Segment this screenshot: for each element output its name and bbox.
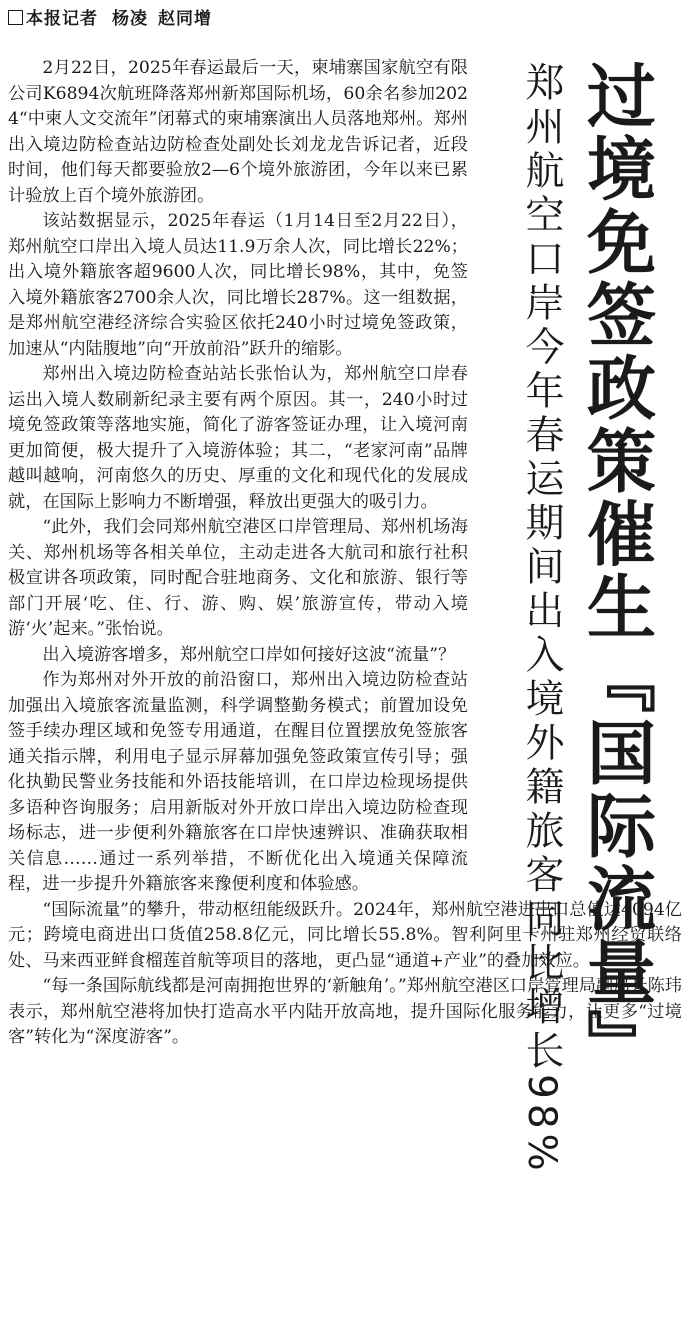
byline-author-1: 杨凌 <box>112 9 148 29</box>
byline-marker: 本报记者 <box>26 9 98 29</box>
main-headline: 过境免签政策催生『国际流量』 <box>575 60 655 1082</box>
paragraph-7: “国际流量”的攀升，带动枢纽能级跃升。2024年，郑州航空港进出口总值达4094亿元；跨境电商进出口货值258.8亿元，同比增长55.8%。智利阿里卡州驻郑州经贸联络处、马来西亚鲜食榴莲首航等项目的落地，更凸显“通道+产业”的叠加效应。 <box>8 899 682 971</box>
paragraph-6: 作为郑州对外开放的前沿窗口，郑州出入境边防检查站加强出入境旅客流量监测，科学调整勤务模式；前置加设免签手续办理区域和免签专用通道，在醒目位置摆放免签旅客通关指示牌，利用电子显示屏幕加强免签政策宣传引导；强化执勤民警业务技能和外语技能培训，在口岸边检现场提供多语种咨询服务；启用新版对外开放口岸出入境边防检查现场标志，进一步便利外籍旅客在口岸快速辨识、准确获取相关信息……通过一系列举措，不断优化出入境通关保障流程，进一步提升外籍旅客来豫便利度和体验感。 <box>8 670 468 894</box>
paragraph-4: “此外，我们会同郑州航空港区口岸管理局、郑州机场海关、郑州机场等各相关单位，主动走进各大航司和旅行社积极宣讲各项政策，同时配合驻地商务、文化和旅游、银行等部门开展‘吃、住、行、游、购、娱’旅游宣传，带动入境游‘火’起来。”张怡说。 <box>8 517 468 639</box>
sub-headline: 郑州航空口岸今年春运期间出入境外籍旅客同比增长98% <box>519 62 564 1176</box>
byline-box-icon <box>8 10 23 25</box>
paragraph-8: “每一条国际航线都是河南拥抱世界的‘新触角’。”郑州航空港区口岸管理局副局长陈玮表示，郑州航空港将加快打造高水平内陆开放高地，提升国际化服务能力，让更多“过境客”转化为“深度游客”。 <box>8 976 682 1047</box>
article-body <box>8 56 682 1051</box>
byline <box>8 4 212 29</box>
paragraph-5: 出入境游客增多，郑州航空口岸如何接好这波“流量”？ <box>42 644 456 665</box>
byline-author-2: 赵同增 <box>158 9 212 29</box>
paragraph-1: 2月22日，2025年春运最后一天，柬埔寨国家航空有限公司K6894次航班降落郑州新郑国际机场，60余名参加2024“中柬人文交流年”闭幕式的柬埔寨演出人员落地郑州。郑州出入境边防检查站边防检查处副处长刘龙龙告诉记者，近段时间，他们每天都要验放2—6个境外旅游团，今年以来已累计验放上百个境外旅游团。 <box>8 58 468 206</box>
paragraph-2: 该站数据显示，2025年春运（1月14日至2月22日），郑州航空口岸出入境人员达11.9万余人次，同比增长22%；出入境外籍旅客超9600人次，同比增长98%，其中，免签入境外籍旅客2700余人次，同比增长287%。这一组数据，是郑州航空港经济综合实验区依托240小时过境免签政策，加速从“内陆腹地”向“开放前沿”跃升的缩影。 <box>8 211 468 359</box>
paragraph-3: 郑州出入境边防检查站站长张怡认为，郑州航空口岸春运出入境人数刷新纪录主要有两个原因。其一，240小时过境免签政策等落地实施，简化了游客签证办理，让入境河南更加简便，极大提升了入境游体验；其二，“老家河南”品牌越叫越响，河南悠久的历史、厚重的文化和现代化的发展成就，在国际上影响力不断增强，释放出更强大的吸引力。 <box>8 364 468 512</box>
